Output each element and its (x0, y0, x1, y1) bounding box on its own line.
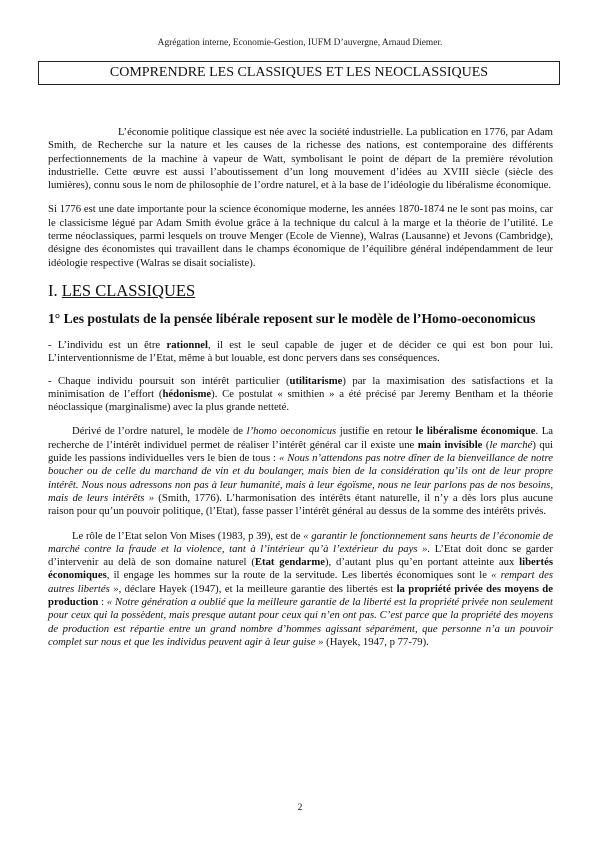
section-heading-text: LES CLASSIQUES (61, 280, 196, 300)
text-run: . La recherche de l’intérêt individuel permet de réaliser l’intérêt général car il existe une (48, 425, 553, 451)
paragraph-homo-oeconomicus (48, 425, 553, 518)
term-hedonisme: hédonisme (162, 387, 212, 400)
text-run: , déclare Hayek (1947), et la meilleure garantie des libertés est (118, 582, 397, 595)
text-run: : (98, 596, 107, 609)
page-number: 2 (297, 803, 303, 813)
text-run: (Smith, 1776). L’harmonisation des intérêts étant naturelle, il n’y a dès lors plus aucune raison pour qu’un pouvoir politique, (l’Etat), fasse passer l’intérêt général au dessus de la somme des intérêts privés. (48, 491, 553, 518)
text-run: , il est le seul capable de juger et de décider ce qui est bon pour lui. L’interventionnisme de l’Etat, même à but louable, est donc pervers dans ses conséquences. (48, 338, 553, 365)
text-run: ( (482, 438, 490, 451)
text-run: L’Etat doit donc se garder d’intervenir au delà de son domaine naturel ( (48, 542, 553, 569)
section-number: I. (48, 280, 58, 300)
term-libertes-economiques: libertés économiques (48, 556, 553, 582)
text-run: ) qui guide les passions individuelles vers le bien de tous : (48, 438, 554, 465)
text-run: , il engage les hommes sur la route de la servitude. Les libertés économiques sont le (106, 569, 492, 582)
paragraph-utilitarisme (48, 375, 553, 415)
quote-von-mises: « garantir le fonctionnement sans heurts de l’économie de marché contre la fraude et la violence, tant à l’intérieur qu’à l’extérieur du pays ». (48, 529, 553, 555)
term-homo-oeconomicus: l’homo oeconomicus (246, 425, 337, 438)
subsection-heading: 1° Les postulats de la pensée libérale reposent sur le modèle de l’Homo-oeconomicus (48, 310, 536, 326)
term-liberalisme: le libéralisme économique (415, 425, 536, 438)
document-body (48, 126, 553, 660)
paragraph-rationnel (48, 339, 553, 366)
text-run: - L’individu est un être (48, 338, 167, 351)
text-run: justifie en retour (336, 425, 416, 438)
text-run: - Chaque individu poursuit son intérêt particulier ( (48, 374, 290, 387)
term-rationnel: rationnel (166, 338, 209, 351)
running-header: Agrégation interne, Economie-Gestion, IUFM D’auvergne, Arnaud Diemer. (157, 38, 443, 48)
text-run: Le rôle de l’Etat selon Von Mises (1983, p 39), est de (72, 529, 304, 542)
text-run: Dérivé de l’ordre naturel, le modèle de (72, 425, 247, 438)
intro-paragraph-2: Si 1776 est une date importante pour la science économique moderne, les années 1870-1874 ne le sont pas moins, car le classicisme légué par Adam Smith évolue grâce à la technique du calcul à la marge et la théorie de l’utilité. Le terme néoclassiques, parmi lesquels on trouve Menger (Ecole de Vienne), Walras (Lausanne) et Jevons (Cambridge), désigne des économistes qui travaillent dans le champs économique de l’équilibre général indépendamment de leur idéologie respective (Walras se disait socialiste). (48, 203, 553, 269)
quote-smith: « Nous n’attendons pas notre dîner de la bienveillance de notre boucher ou de celle du marchand de vin et du boulanger, mais bien de la considération qu’ils ont de leur propre intérêt. Nous nous adressons non pas à leur humanité, mais à leur égoïsme, nous ne leur parlons pas de nos besoins, mais de leurs intérêts » (48, 452, 553, 504)
term-main-invisible: main invisible (417, 438, 483, 451)
text-run: ), d’autant plus qu’en portant atteinte aux (325, 556, 520, 569)
text-run: ) par la maximisation des satisfactions et la minimisation de l’effort ( (48, 374, 553, 400)
text-run: ). Ce postulat « smithien » a été précisé par Jeremy Bentham et la théorie néoclassique (marginalisme) avec la plus grande netteté. (48, 387, 553, 414)
section-heading (48, 281, 553, 301)
quote-rempart: « rempart des autres libertés » (48, 569, 553, 595)
document-title: COMPRENDRE LES CLASSIQUES ET LES NEOCLASSIQUES (38, 61, 560, 85)
term-propriete-privee: la propriété privée des moyens de production (48, 582, 553, 609)
term-utilitarisme: utilitarisme (289, 374, 343, 387)
text-run: (Hayek, 1947, p 77-79). (323, 635, 429, 648)
term-etat-gendarme: Etat gendarme (254, 556, 325, 569)
term-le-marche: le marché (489, 438, 533, 451)
paragraph-role-etat (48, 530, 553, 650)
quote-hayek: « Notre génération a oublié que la meilleure garantie de la liberté est la propriété privée non seulement pour ceux qui la possèdent, mais presque autant pour ceux qui n’en ont pas. C’est parce que la propriété des moyens de production est répartie entre un grand nombre d’hommes agissant séparément, que personne n’a un pouvoir complet sur nous et que les individus peuvent agir à leur guise » (48, 596, 553, 648)
intro-paragraph-1: L’économie politique classique est née avec la société industrielle. La publication en 1776, par Adam Smith, de Recherche sur la nature et les causes de la richesse des nations, est contemporaine des différents perfectionnements de la machine à vapeur de Watt, symbolisant le point de départ de la première révolution industrielle. Cette œuvre est aussi l’aboutissement d’un long mouvement d’idées au XVIII siècle (siècle des lumières), connu sous le nom de philosophie de l’ordre naturel, et à la base de l’idéologie du libéralisme économique. (48, 126, 553, 192)
